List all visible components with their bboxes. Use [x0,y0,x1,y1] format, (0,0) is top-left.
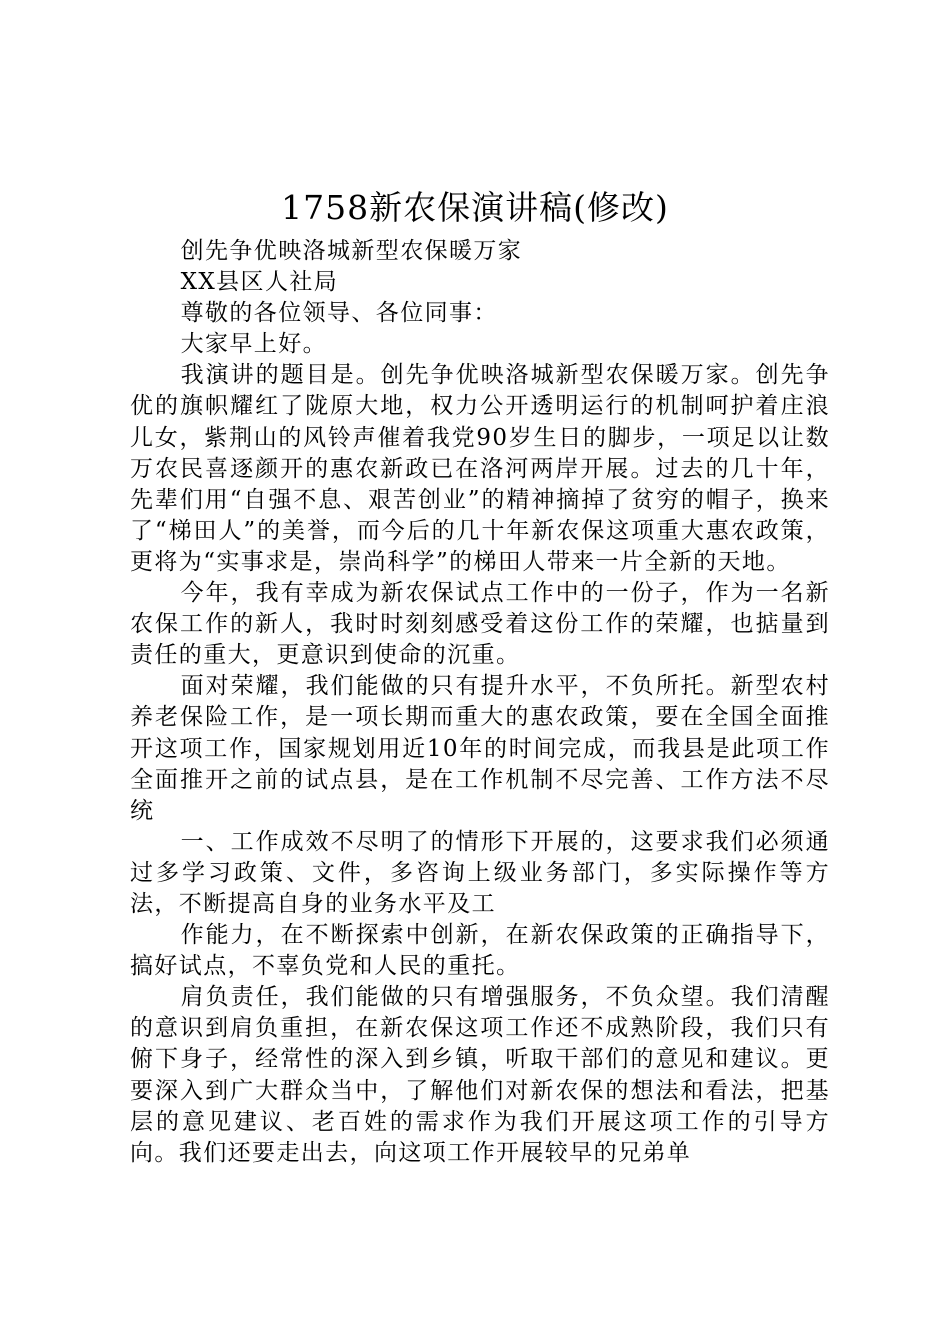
body-paragraph: 面对荣耀，我们能做的只有提升水平，不负所托。新型农村养老保险工作，是一项长期而重大的惠农政策，要在全国全面推开这项工作，国家规划用近10年的时间完成，而我县是此项工作全面推开之前的试点县，是在工作机制不尽完善、工作方法不尽统 [130,673,830,824]
document-body [130,236,830,1169]
salutation: 尊敬的各位领导、各位同事： [180,300,498,327]
speech-subtitle: 创先争优映洛城新型农保暖万家 [180,238,523,264]
body-paragraph: 今年，我有幸成为新农保试点工作中的一份子，作为一名新农保工作的新人，我时时刻刻感受着这份工作的荣耀，也掂量到责任的重大，更意识到使命的沉重。 [130,580,830,669]
body-paragraph: 作能力，在不断探索中创新，在新农保政策的正确指导下，搞好试点，不辜负党和人民的重托。 [130,922,830,980]
body-paragraph: 我演讲的题目是。创先争优映洛城新型农保暖万家。创先争优的旗帜耀红了陇原大地，权力公开透明运行的机制呵护着庄浪儿女，紫荆山的风铃声催着我党90岁生日的脚步，一项足以让数万农民喜逐颜开的惠农新政已在洛河两岸开展。过去的几十年，先辈们用“自强不息、艰苦创业”的精神摘掉了贫穷的帽子，换来了“梯田人”的美誉，而今后的几十年新农保这项重大惠农政策，更将为“实事求是，崇尚科学”的梯田人带来一片全新的天地。 [130,362,830,575]
body-paragraph: 一、工作成效不尽明了的情形下开展的，这要求我们必须通过多学习政策、文件，多咨询上级业务部门，多实际操作等方法，不断提高自身的业务水平及工 [130,828,830,917]
document-title: 1758新农保演讲稿(修改) [281,188,669,227]
speaker-organization: XX县区人社局 [180,269,339,296]
greeting: 大家早上好。 [180,331,327,358]
body-paragraph: 肩负责任，我们能做的只有增强服务，不负众望。我们清醒的意识到肩负重担，在新农保这项工作还不成熟阶段，我们只有俯下身子，经常性的深入到乡镇，听取干部们的意见和建议。更要深入到广大群众当中，了解他们对新农保的想法和看法，把基层的意见建议、老百姓的需求作为我们开展这项工作的引导方向。我们还要走出去，向这项工作开展较早的兄弟单 [130,984,830,1166]
